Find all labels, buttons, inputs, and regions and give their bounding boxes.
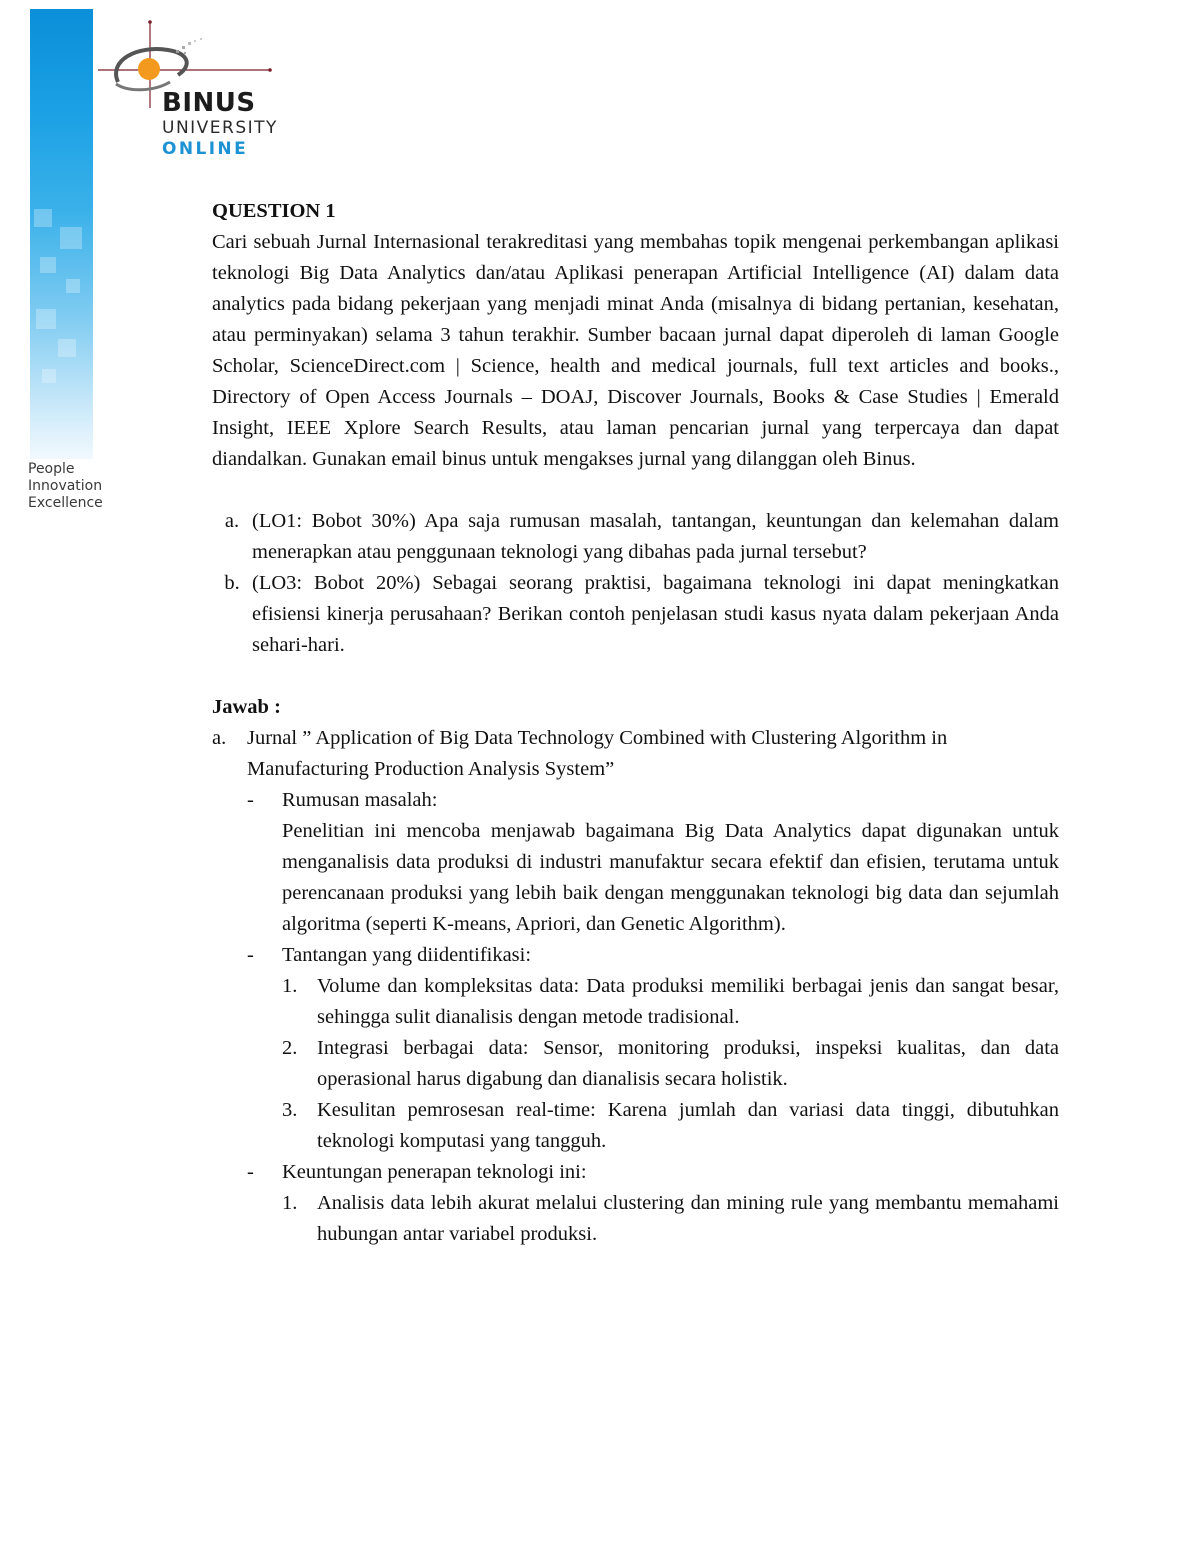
logo-orb [138,58,160,80]
item-text: (LO1: Bobot 30%) Apa saja rumusan masalah, tantangan, keuntungan dan kelemahan dalam menerapkan atau penggunaan teknologi yang dibahas pada jurnal tersebut? [252,510,1059,563]
banner-tile [60,227,82,249]
item-number: 2. [282,1037,298,1059]
tagline-line: Excellence [28,495,103,511]
logo-binus: BINUS [162,88,256,118]
bullet-heading: Keuntungan penerapan teknologi ini: [282,1161,587,1183]
item-label: a. [224,510,240,532]
numbered-item [212,971,1059,1033]
banner-tile [34,209,52,227]
answer-bullet [212,1157,1059,1188]
logo-online: ONLINE [162,139,249,159]
question-title: QUESTION 1 [212,200,336,222]
item-text: Volume dan kompleksitas data: Data produksi memiliki berbagai jenis dan sangat besar, sehingga sulit dianalisis dengan metode tradisional. [317,975,1059,1028]
bullet-dash: - [247,1161,254,1183]
document-body [212,196,1059,1250]
answer-bullet [212,785,1059,816]
item-text: Integrasi berbagai data: Sensor, monitoring produksi, inspeksi kualitas, dan data operasional harus digabung dan dianalisis secara holistik. [317,1037,1059,1090]
tagline-line: Innovation [28,478,103,494]
item-number: 3. [282,1099,298,1121]
banner-tile [58,339,76,357]
answer-heading: Jawab : [212,696,281,718]
banner-tile [42,369,56,383]
bullet-heading: Rumusan masalah: [282,789,438,811]
sidebar-banner [30,9,93,459]
bullet-dash: - [247,944,254,966]
answer-label: a. [212,727,227,749]
answer-journal-title: Jurnal ” Application of Big Data Technology Combined with Clustering Algorithm in Manufacturing Production Analysis System” [247,727,948,780]
item-number: 1. [282,975,298,997]
tagline-line: People [28,461,75,477]
item-text: (LO3: Bobot 20%) Sebagai seorang praktisi, bagaimana teknologi ini dapat meningkatkan efisiensi kinerja perusahaan? Berikan contoh penjelasan studi kasus nyata dalam pekerjaan Anda sehari-hari. [252,572,1059,656]
item-text: Kesulitan pemrosesan real-time: Karena jumlah dan variasi data tinggi, dibutuhkan teknologi komputasi yang tangguh. [317,1099,1059,1152]
question-item [212,568,1059,661]
bullet-heading: Tantangan yang diidentifikasi: [282,944,532,966]
item-label: b. [224,572,240,594]
answer-item [212,723,1059,785]
numbered-item [212,1095,1059,1157]
banner-tile [36,309,56,329]
bullet-dash: - [247,789,254,811]
university-tagline [28,461,103,512]
logo-university: UNIVERSITY [162,118,278,138]
answer-bullet [212,940,1059,971]
numbered-item [212,1033,1059,1095]
question-body: Cari sebuah Jurnal Internasional terakreditasi yang membahas topik mengenai perkembangan aplikasi teknologi Big Data Analytics dan/atau Aplikasi penerapan Artificial Intelligence (AI) dalam data analytics pada bidang pekerjaan yang menjadi minat Anda (misalnya di bidang pertanian, kesehatan, atau perminyakan) selama 3 tahun terakhir. Sumber bacaan jurnal dapat diperoleh di laman Google Scholar, ScienceDirect.com | Science, health and medical journals, full text articles and books., Directory of Open Access Journals – DOAJ, Discover Journals, Books & Case Studies | Emerald Insight, IEEE Xplore Search Results, atau laman pencarian jurnal yang terpercaya dan dapat diandalkan. Gunakan email binus untuk mengakses jurnal yang dilanggan oleh Binus. [212,231,1059,470]
numbered-item [212,1188,1059,1250]
item-number: 1. [282,1192,298,1214]
item-text: Analisis data lebih akurat melalui clustering dan mining rule yang membantu memahami hubungan antar variabel produksi. [317,1192,1059,1245]
rumusan-text: Penelitian ini mencoba menjawab bagaimana Big Data Analytics dapat digunakan untuk menganalisis data produksi di industri manufaktur secara efektif dan efisien, terutama untuk perencanaan produksi yang lebih baik dengan menggunakan teknologi big data dan sejumlah algoritma (seperti K-means, Apriori, dan Genetic Algorithm). [282,820,1059,935]
banner-tile [66,279,80,293]
question-item [212,506,1059,568]
banner-tile [40,257,56,273]
logo-wordmark [162,88,278,160]
